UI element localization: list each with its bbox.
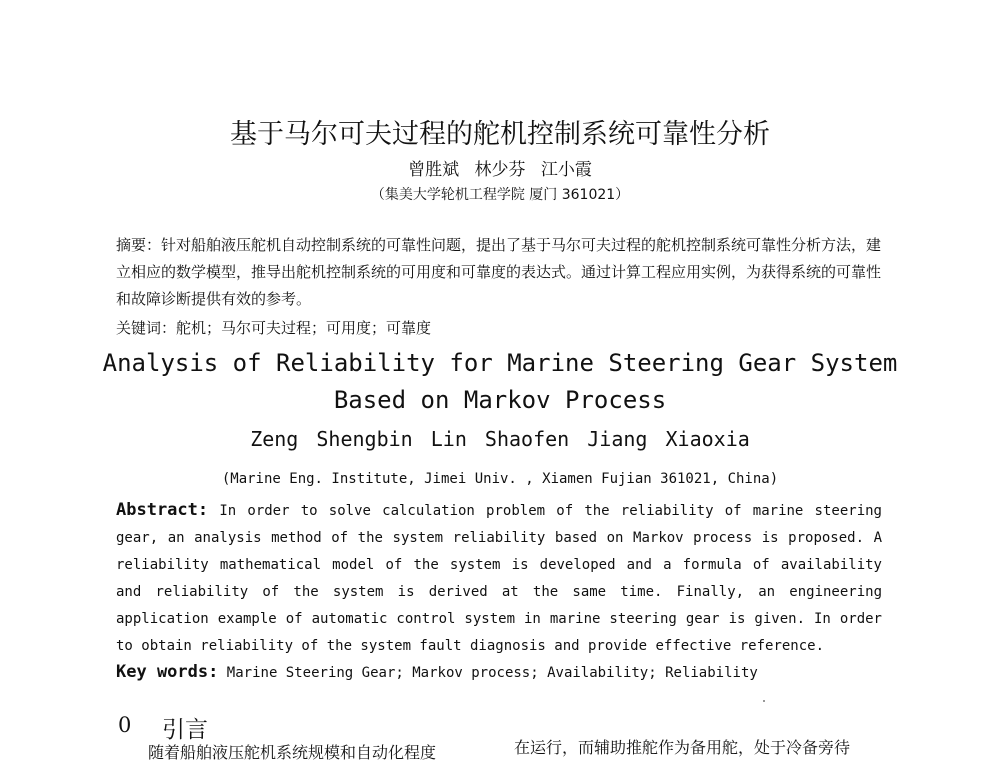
body-column-left: 随着船舶液压舵机系统规模和自动化程度 <box>148 743 437 762</box>
keywords-label: Key words: <box>116 662 219 682</box>
abstract-en-text: In order to solve calculation problem of the reliability of marine steering gear, an analysis method of the system reliability based on Markov process is proposed. A reliability mathematical model of the system is developed and a formula of availability and reliability of the system is derived at the same time. Finally, an engineering application example of automatic control system in marine steering gear is given. In order to obtain reliability of the system fault diagnosis and provide effective reference. <box>116 503 882 654</box>
authors-en: Zeng Shengbin Lin Shaofen Jiang Xiaoxia <box>250 427 750 451</box>
paper-title-en-line1: Analysis of Reliability for Marine Steering Gear System <box>102 349 898 377</box>
affiliation-en: (Marine Eng. Institute, Jimei Univ. , Xiamen Fujian 361021, China) <box>221 471 779 487</box>
paper-title-en <box>0 345 1000 419</box>
keywords-zh: 关键词：舵机；马尔可夫过程；可用度；可靠度 <box>116 319 432 337</box>
abstract-zh: 摘要：针对船舶液压舵机自动控制系统的可靠性问题，提出了基于马尔可夫过程的舵机控制系统可靠性分析方法，建立相应的数学模型，推导出舵机控制系统的可用度和可靠度的表达式。通过计算工程应用实例，为获得系统的可靠性和故障诊断提供有效的参考。 <box>116 236 882 308</box>
section-title: 引言 <box>162 717 208 743</box>
abstract-label: Abstract: <box>116 500 209 520</box>
affiliation-zh: （集美大学轮机工程学院 厦门 361021） <box>370 187 630 203</box>
body-column-right: 在运行，而辅助推舵作为备用舵，处于冷备旁待 <box>514 738 851 757</box>
authors-zh: 曾胜斌 林少芬 江小霞 <box>408 160 592 180</box>
abstract-en <box>116 497 882 660</box>
keywords-en-text: Marine Steering Gear; Markov process; Availability; Reliability <box>226 665 758 681</box>
keywords-en <box>116 662 758 682</box>
scan-speck <box>763 700 765 702</box>
paper-title-en-line2: Based on Markov Process <box>333 386 667 414</box>
paper-title-zh: 基于马尔可夫过程的舵机控制系统可靠性分析 <box>230 119 770 150</box>
section-number: 0 <box>118 713 132 737</box>
